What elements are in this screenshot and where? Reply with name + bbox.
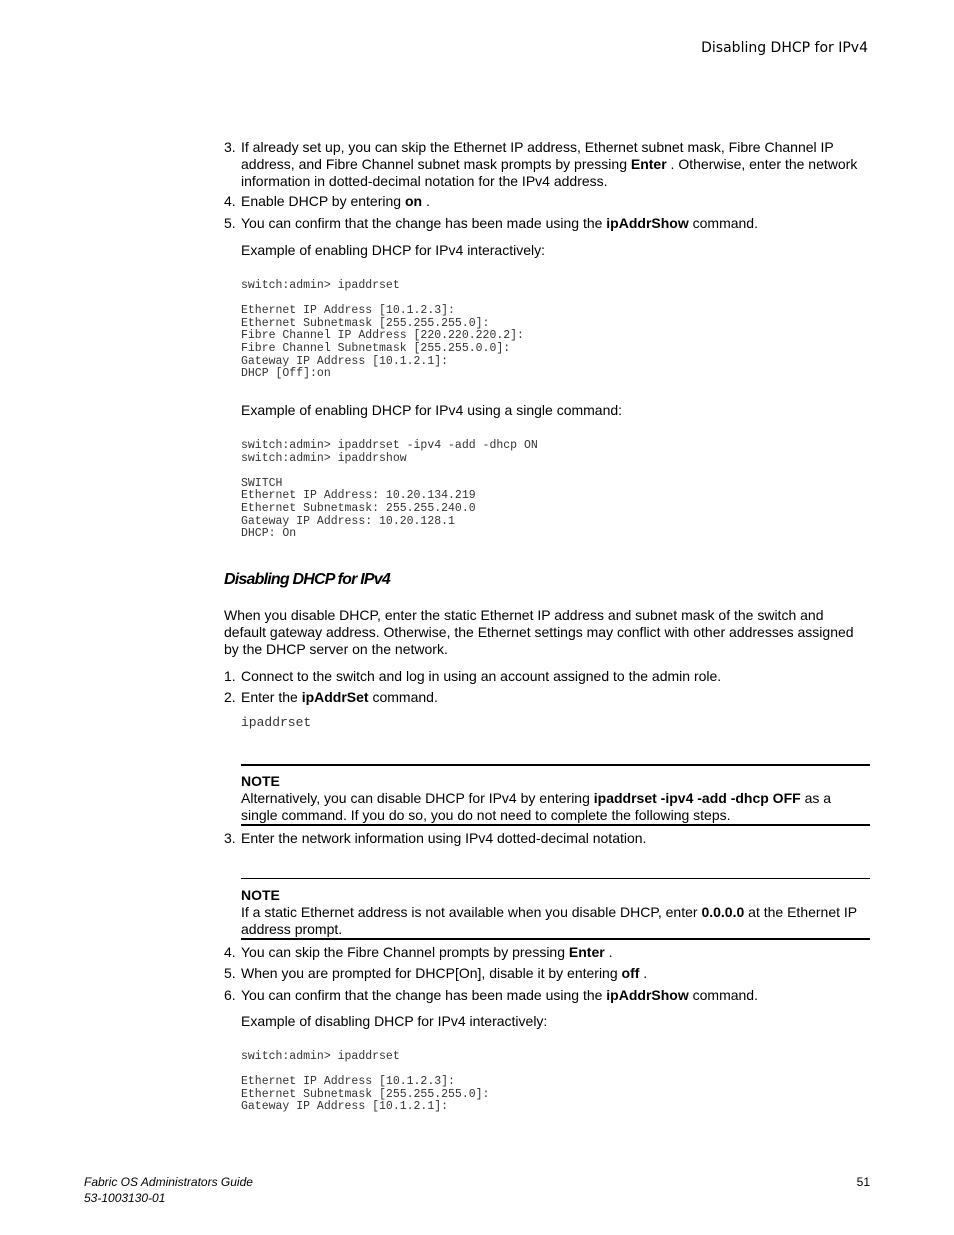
step-text-end: . [604,944,613,960]
note-top-rule [241,878,870,879]
step-bold-text: ipAddrSet [301,689,369,705]
step-number: 4. [224,944,236,960]
note-text [241,790,870,824]
step-number: 5. [224,965,236,981]
footer-doc-title: Fabric OS Administrators Guide [84,1175,253,1189]
disable-step-5 [224,965,874,982]
note-bold-text: 0.0.0.0 [701,904,745,920]
step-text-end: . [639,965,648,981]
steps-disable-list [224,668,874,706]
note-text-end: at the Ethernet IP address prompt. [241,904,857,937]
step-bold-text: off [621,965,640,981]
step-text: Enter the [241,689,302,705]
step-number: 4. [224,193,236,209]
step-bold-text: Enter [568,944,605,960]
step-number: 5. [224,215,236,231]
step-text: When you are prompted for DHCP[On], disable it by entering [241,965,622,981]
step-4 [224,193,874,210]
section-intro: When you disable DHCP, enter the static Ethernet IP address and subnet mask of the switch and default gateway address. Otherwise, the Ethernet settings may conflict with other addresses assigned by the DHCP server on the network. [224,607,854,657]
disable-step-4 [224,944,874,961]
step-text: You can confirm that the change has been made using the [241,215,607,231]
section-heading: Disabling DHCP for IPv4 [224,571,390,588]
note-bottom-rule [241,938,870,940]
step-text: You can confirm that the change has been made using the [241,987,607,1003]
step-5 [224,215,874,232]
steps-disable-list-bottom [224,944,874,1004]
example3-caption: Example of disabling DHCP for IPv4 interactively: [241,1013,548,1029]
example3-code-block: switch:admin> ipaddrset Ethernet IP Address [10.1.2.3]: Ethernet Subnetmask [255.255.255.0]: Gateway IP Address [10.1.2.1]: [241,1050,490,1114]
step-text: If already set up, you can skip the Ethernet IP address, Ethernet subnet mask, Fibre Channel IP address, and Fibre Channel subnet mask prompts by pressing [241,139,834,172]
step-text-end: . Otherwise, enter the network information in dotted-decimal notation for the IPv4 address. [241,156,858,189]
step-bold-text: on [404,193,423,209]
example1-caption: Example of enabling DHCP for IPv4 interactively: [241,242,545,258]
step-text: Enter the network information using IPv4 dotted-decimal notation. [241,830,647,846]
example2-code-block: switch:admin> ipaddrset -ipv4 -add -dhcp ON switch:admin> ipaddrshow SWITCH Ethernet IP Address: 10.20.134.219 Ethernet Subnetmask: 255.255.240.0 Gateway IP Address: 10.20.128.1 DHCP: On [241,439,538,541]
step-text: Connect to the switch and log in using an account assigned to the admin role. [241,668,722,684]
note-bottom-rule [241,824,870,826]
step-3 [224,139,874,190]
step-text: You can skip the Fibre Channel prompts by pressing [241,944,569,960]
note-title: NOTE [241,887,280,903]
example2-caption: Example of enabling DHCP for IPv4 using a single command: [241,402,623,418]
note-bold-text: ipaddrset -ipv4 -add -dhcp OFF [593,790,801,806]
example1-code-block: switch:admin> ipaddrset Ethernet IP Address [10.1.2.3]: Ethernet Subnetmask [255.255.255.0]: Fibre Channel IP Address [220.220.220.2]: Fibre Channel Subnetmask [255.255.0.0]: Gateway IP Address [10.1.2.1]: DHCP [Off]:on [241,279,524,381]
note-text-start: If a static Ethernet address is not available when you disable DHCP, enter [241,904,702,920]
step-bold-text: Enter [630,156,667,172]
step-number: 1. [224,668,236,684]
step-text: Enable DHCP by entering [241,193,405,209]
step-number: 2. [224,689,236,705]
running-header: Disabling DHCP for IPv4 [701,40,868,56]
note-text-end: as a single command. If you do so, you do not need to complete the following steps. [241,790,832,823]
step-text-end: command. [368,689,438,705]
disable-step-6 [224,987,874,1004]
steps-top-list [224,139,874,232]
step-text-end: command. [688,987,758,1003]
step-number: 6. [224,987,236,1003]
step-text-end: . [422,193,430,209]
footer-doc-number: 53-1003130-01 [84,1191,166,1205]
step-number: 3. [224,139,236,155]
note-text-start: Alternatively, you can disable DHCP for IPv4 by entering [241,790,594,806]
step-number: 3. [224,830,236,846]
note-text [241,904,870,938]
disable-step-1 [224,668,874,685]
step-bold-text: ipAddrShow [606,987,689,1003]
note-box-2 [241,878,870,940]
steps-disable-list-3 [224,830,874,847]
step-bold-text: ipAddrShow [606,215,689,231]
note-box-1 [241,764,870,826]
note-title: NOTE [241,773,280,789]
step2-code: ipaddrset [241,715,312,730]
footer-page-number: 51 [856,1175,870,1189]
note-top-rule [241,764,870,766]
step-text-end: command. [688,215,758,231]
disable-step-3 [224,830,874,847]
disable-step-2 [224,689,874,706]
